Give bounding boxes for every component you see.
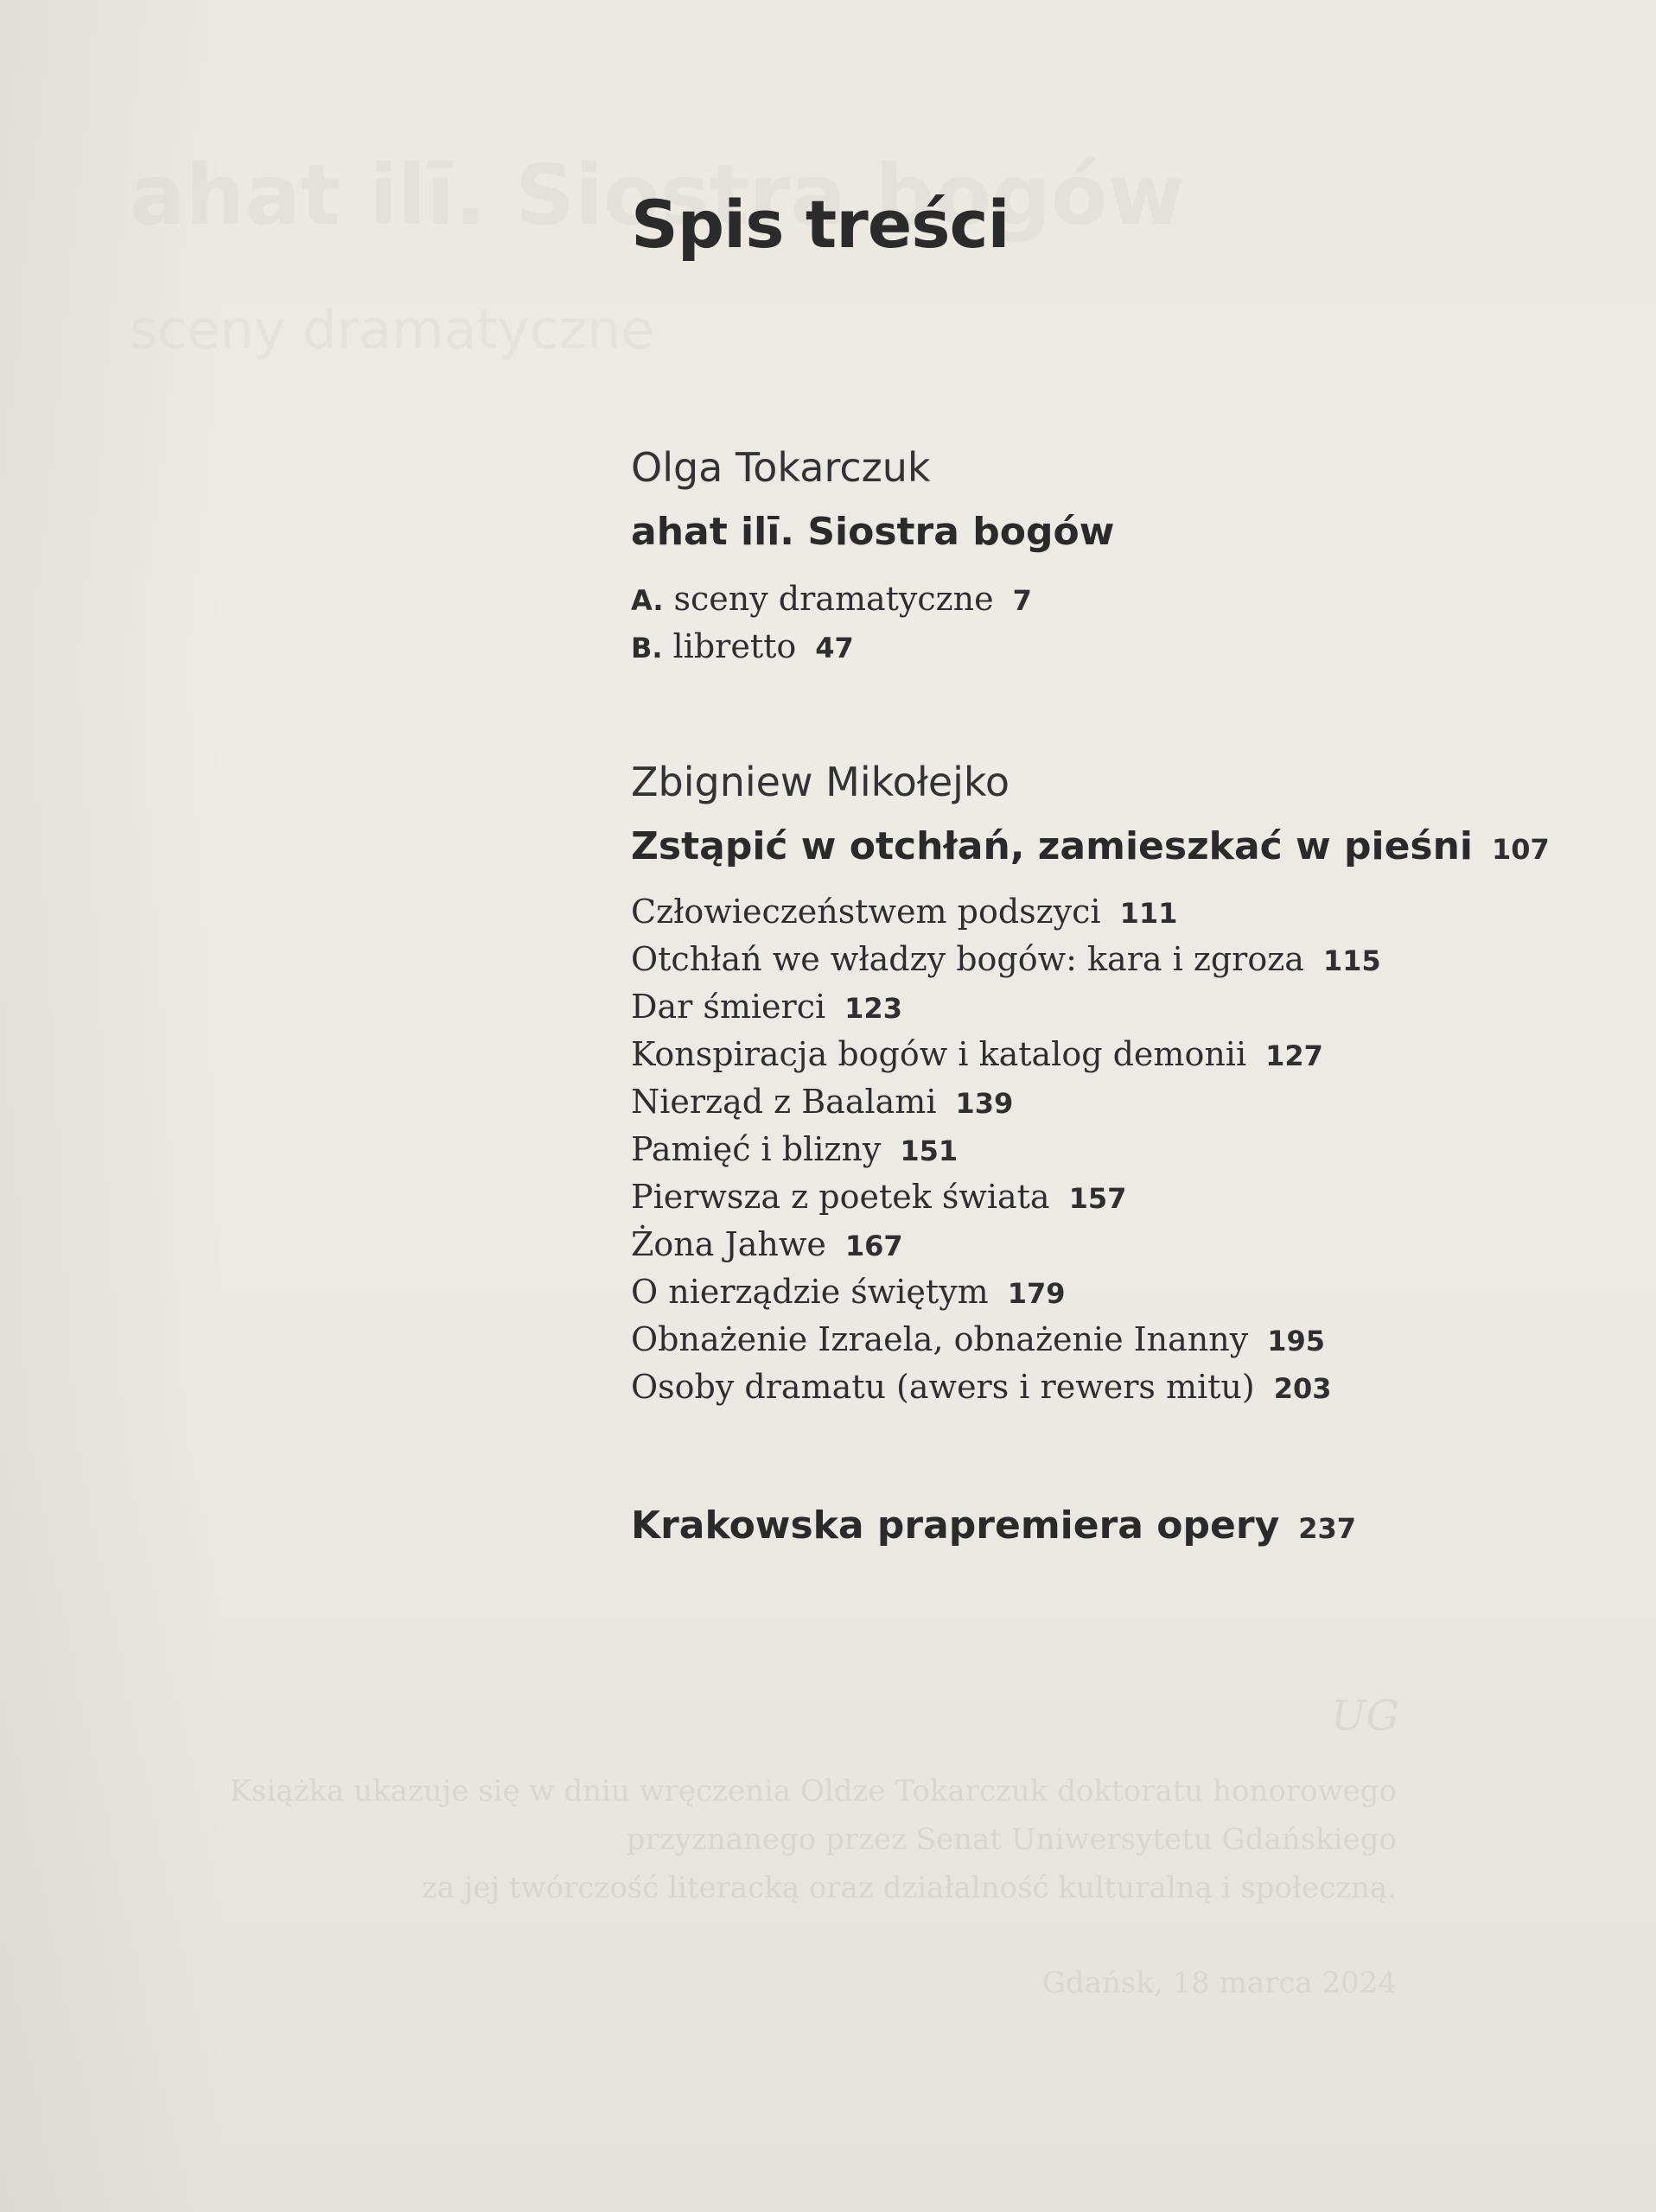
show-through-logo: UG <box>1331 1692 1399 1740</box>
author-name: Olga Tokarczuk <box>631 444 931 491</box>
entry-title: Pierwsza z poetek świata <box>631 1178 1050 1216</box>
entry-title: O nierządzie świętym <box>631 1273 989 1311</box>
toc-section-premiere <box>631 1503 1357 1548</box>
page-number: 7 <box>1012 584 1032 617</box>
page-number: 123 <box>844 992 902 1025</box>
entry-title: libretto <box>672 627 797 665</box>
entry-title: Nierząd z Baalami <box>631 1083 937 1121</box>
toc-entry[interactable] <box>631 1363 1550 1411</box>
toc-entry[interactable] <box>631 1173 1550 1221</box>
entry-title: Żona Jahwe <box>631 1225 826 1263</box>
toc-entry[interactable] <box>631 1031 1550 1078</box>
toc-entry[interactable] <box>631 575 1114 623</box>
show-through-line: przyznanego przez Senat Uniwersytetu Gdańskiego <box>626 1822 1397 1857</box>
toc-entry[interactable] <box>631 936 1550 983</box>
page-number: 107 <box>1492 833 1550 866</box>
page-number: 179 <box>1007 1277 1066 1310</box>
page-number: 151 <box>900 1135 959 1167</box>
entry-title: Osoby dramatu (awers i rewers mitu) <box>631 1368 1255 1406</box>
show-through-date: Gdańsk, 18 marca 2024 <box>1041 1966 1397 2000</box>
work-title: Krakowska prapremiera opery <box>631 1503 1280 1548</box>
entry-title: Obnażenie Izraela, obnażenie Inanny <box>631 1320 1249 1358</box>
page-number: 115 <box>1322 944 1381 977</box>
work-title-row[interactable] <box>631 824 1550 868</box>
show-through-line: za jej twórczość literacką oraz działalność kulturalną i społeczną. <box>421 1871 1397 1905</box>
entry-title: Otchłań we władzy bogów: kara i zgroza <box>631 940 1304 978</box>
toc-entry[interactable] <box>631 1316 1550 1363</box>
entry-title: sceny dramatyczne <box>673 580 994 618</box>
toc-section-mikolejko <box>631 759 1550 1411</box>
toc-section-tokarczuk <box>631 444 1115 671</box>
page-number: 203 <box>1273 1372 1332 1405</box>
work-title: ahat ilī. Siostra bogów <box>631 510 1115 554</box>
entry-title: Dar śmierci <box>631 988 826 1026</box>
toc-entry[interactable] <box>631 1268 1550 1316</box>
work-title: Zstąpić w otchłań, zamieszkać w pieśni <box>631 824 1474 868</box>
show-through-subtitle <box>130 298 654 361</box>
show-through-line: Książka ukazuje się w dniu wręczenia Oldze Tokarczuk doktoratu honorowego <box>229 1774 1397 1808</box>
show-through-paragraph <box>230 1767 1397 1912</box>
entry-letter: B. <box>631 632 663 664</box>
toc-list <box>631 575 1114 671</box>
toc-entry[interactable] <box>631 983 1550 1031</box>
toc-heading: Spis treści <box>631 186 1010 263</box>
toc-entry[interactable] <box>631 1126 1550 1173</box>
page-number: 111 <box>1119 897 1178 930</box>
work-title-row[interactable] <box>631 1503 1357 1548</box>
page-number: 139 <box>955 1087 1014 1120</box>
page-number: 237 <box>1298 1512 1357 1545</box>
entry-letter: A. <box>631 584 664 617</box>
entry-title: Człowieczeństwem podszyci <box>631 893 1101 931</box>
page-number: 47 <box>815 632 854 664</box>
toc-entry[interactable] <box>631 1078 1550 1126</box>
toc-list <box>631 888 1550 1411</box>
entry-title: Pamięć i blizny <box>631 1130 882 1168</box>
page-number: 157 <box>1068 1182 1127 1215</box>
author-name: Zbigniew Mikołejko <box>631 759 1010 805</box>
page-number: 167 <box>844 1230 903 1262</box>
toc-entry[interactable] <box>631 888 1550 936</box>
page-number: 195 <box>1267 1325 1326 1357</box>
page-number: 127 <box>1265 1039 1323 1072</box>
entry-title: Konspiracja bogów i katalog demonii <box>631 1035 1247 1073</box>
toc-entry[interactable] <box>631 1221 1550 1268</box>
toc-entry[interactable] <box>631 623 1114 671</box>
